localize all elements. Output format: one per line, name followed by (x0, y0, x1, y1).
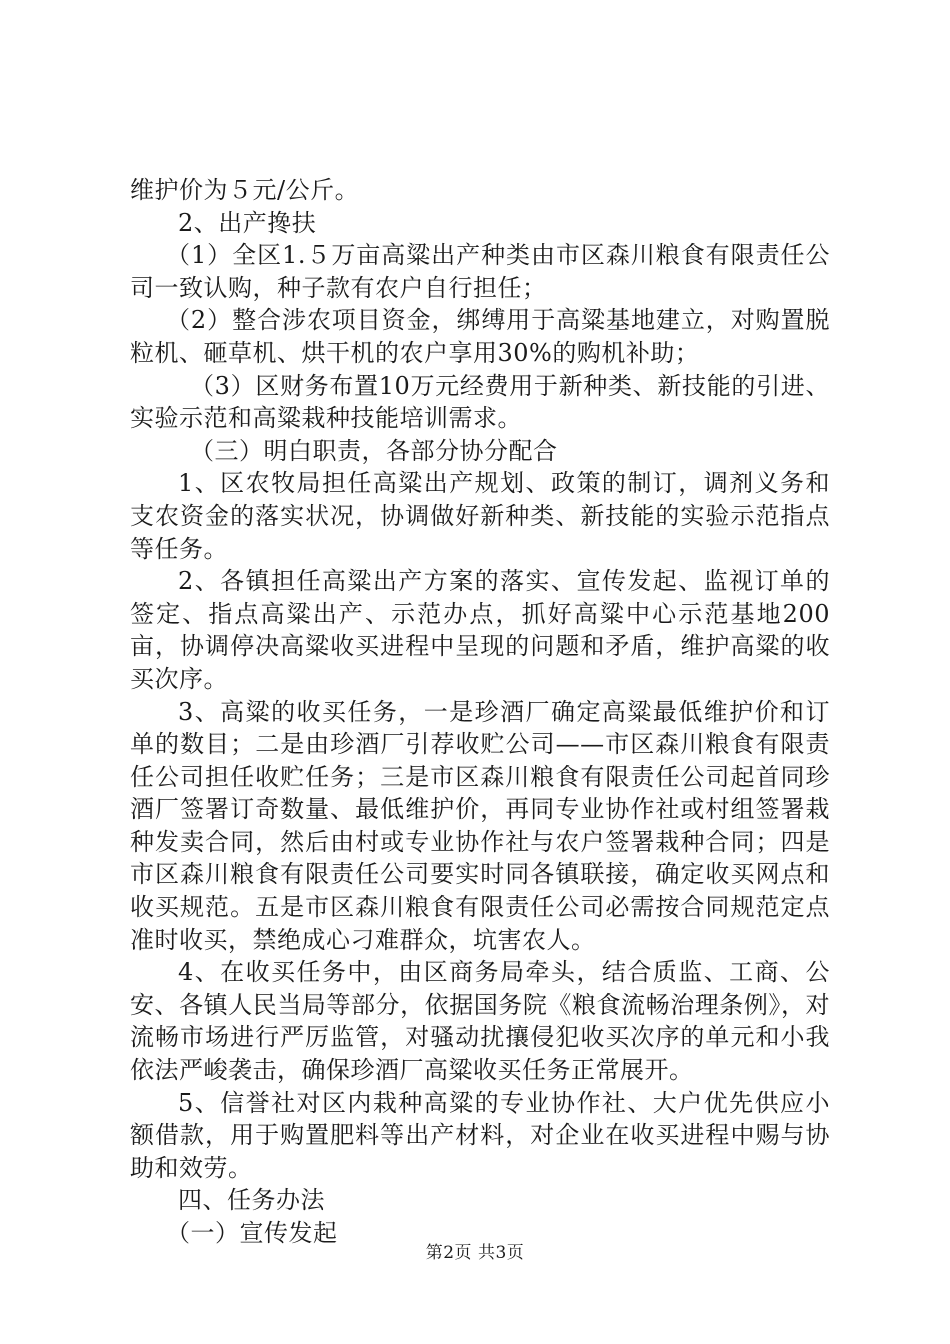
heading-production-support: 2、出产搀扶 (178, 208, 317, 237)
paragraph-responsibility-4: 4、在收买任务中，由区商务局牵头，结合质监、工商、公安、各镇人民当局等部分，依据国务院《粮食流畅治理条例》，对流畅市场进行严厉监管，对骚动扰攘侵犯收买次序的单元和小我依法严峻袭击，确保珍酒厂高粱收买任务正常展开。 (130, 958, 830, 1085)
paragraph-item-3: （3）区财务布置10万元经费用于新种类、新技能的引进、实验示范和高粱栽种技能培训需求。 (130, 371, 830, 433)
heading-responsibilities: （三）明白职责，各部分协分配合 (190, 436, 558, 465)
paragraph-responsibility-3: 3、高粱的收买任务，一是珍酒厂确定高粱最低维护价和订单的数目；二是由珍酒厂引荐收贮公司——市区森川粮食有限责任公司担任收贮任务；三是市区森川粮食有限责任公司起首同珍酒厂签署订奇数量、最低维护价，再同专业协作社或村组签署栽种发卖合同，然后由村或专业协作社与农户签署栽种合同；四是市区森川粮食有限责任公司要实时同各镇联接，确定收买网点和收买规范。五是市区森川粮食有限责任公司必需按合同规范定点准时收买，禁绝成心刁难群众，坑害农人。 (130, 697, 830, 954)
paragraph-responsibility-5: 5、信誉社对区内栽种高粱的专业协作社、大户优先供应小额借款，用于购置肥料等出产材料，对企业在收买进程中赐与协助和效劳。 (130, 1088, 830, 1182)
paragraph-continuation: 维护价为５元/公斤。 (130, 176, 360, 204)
page-footer: 第2页 共3页 (425, 1243, 525, 1263)
paragraph-responsibility-2: 2、各镇担任高粱出产方案的落实、宣传发起、监视订单的签定、指点高粱出产、示范办点，抓好高粱中心示范基地200亩，协调停决高粱收买进程中呈现的问题和矛盾，维护高粱的收买次序。 (130, 567, 830, 693)
heading-work-methods: 四、任务办法 (178, 1186, 325, 1215)
document-body (130, 174, 830, 1250)
paragraph-item-2: （2）整合涉农项目资金，绑缚用于高粱基地建立，对购置脱粒机、砸草机、烘干机的农户享用30%的购机补助； (130, 306, 830, 367)
paragraph-responsibility-1: 1、区农牧局担任高粱出产规划、政策的制订，调剂义务和支农资金的落实状况，协调做好新种类、新技能的实验示范指点等任务。 (130, 469, 830, 563)
paragraph-item-1: （1）全区1.５万亩高粱出产种类由市区森川粮食有限责任公司一致认购，种子款有农户自行担任； (130, 241, 830, 302)
heading-publicity: （一）宣传发起 (166, 1219, 338, 1247)
